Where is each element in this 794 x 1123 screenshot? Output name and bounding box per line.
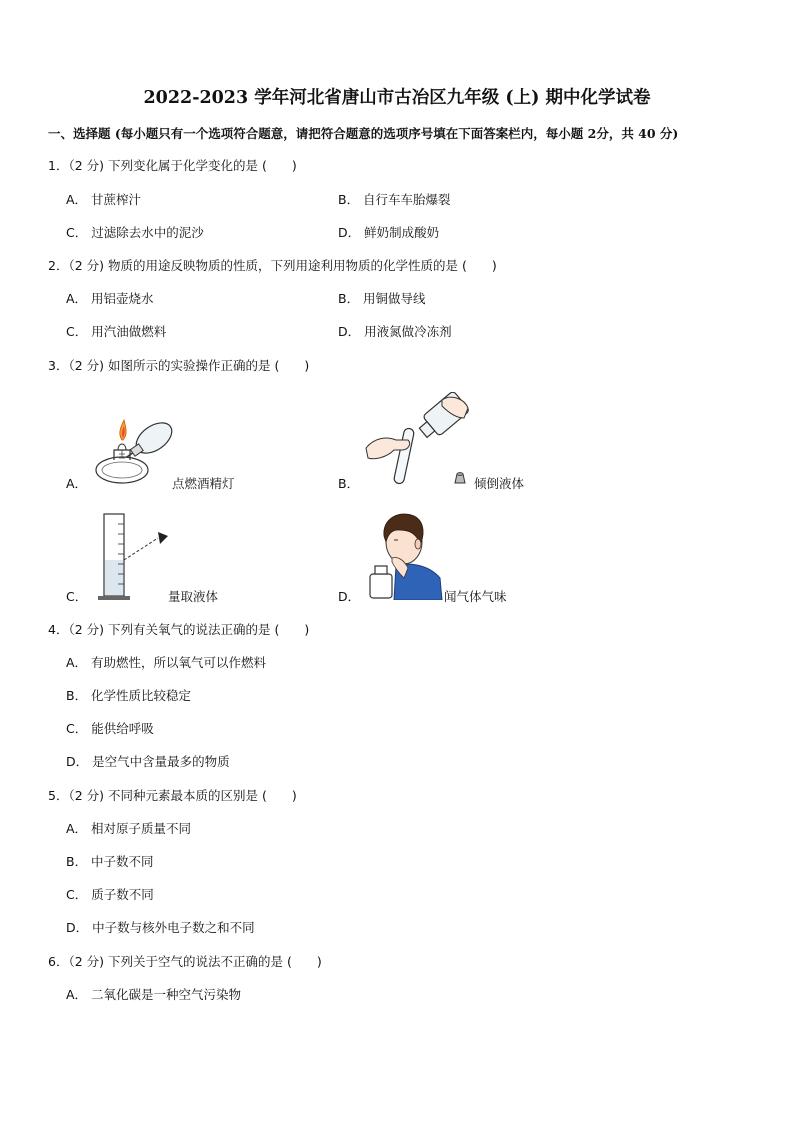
question-4-option-b: B． 化学性质比较稳定 bbox=[66, 688, 192, 703]
question-3-option-d-letter: D． bbox=[338, 589, 361, 604]
question-2-option-c: C． 用汽油做燃料 bbox=[66, 324, 167, 339]
question-3-option-a-text: 点燃酒精灯 bbox=[172, 476, 235, 491]
question-5-stem: 5．（2 分) 不同种元素最本质的区别是 ( ) bbox=[48, 788, 297, 803]
question-5-option-d: D． 中子数与核外电子数之和不同 bbox=[66, 920, 255, 935]
question-2-option-a: A． 用铝壶烧水 bbox=[66, 291, 154, 306]
graduated-cylinder-figure bbox=[94, 510, 174, 602]
question-4-option-d: D． 是空气中含量最多的物质 bbox=[66, 754, 230, 769]
question-3-option-c-letter: C． bbox=[66, 589, 88, 604]
question-2-stem: 2．（2 分) 物质的用途反映物质的性质，下列用途利用物质的化学性质的是 ( ) bbox=[48, 258, 497, 273]
question-3-option-d-text: 闻气体气味 bbox=[444, 589, 507, 604]
question-3-stem: 3．（2 分) 如图所示的实验操作正确的是 ( ) bbox=[48, 358, 310, 373]
alcohol-lamp-figure bbox=[92, 398, 184, 490]
question-1-option-d: D． 鲜奶制成酸奶 bbox=[338, 225, 440, 240]
smelling-gas-figure bbox=[368, 508, 444, 600]
question-2-option-d: D． 用液氮做冷冻剂 bbox=[338, 324, 452, 339]
question-4-option-a: A． 有助燃性，所以氧气可以作燃料 bbox=[66, 655, 267, 670]
question-5-option-c: C． 质子数不同 bbox=[66, 887, 154, 902]
question-3-option-b-text: 倾倒液体 bbox=[474, 476, 525, 491]
question-5-option-a: A． 相对原子质量不同 bbox=[66, 821, 192, 836]
page-title: 2022-2023 学年河北省唐山市古冶区九年级 (上) 期中化学试卷 bbox=[143, 88, 651, 108]
question-1-option-c: C． 过滤除去水中的泥沙 bbox=[66, 225, 204, 240]
question-1-option-a: A． 甘蔗榨汁 bbox=[66, 192, 142, 207]
question-1-stem: 1．（2 分) 下列变化属于化学变化的是 ( ) bbox=[48, 158, 297, 173]
section-heading: 一、选择题 (每小题只有一个选项符合题意，请把符合题意的选项序号填在下面答案栏内，每小题 2分，共 40 分) bbox=[48, 126, 679, 141]
question-1-option-b: B． 自行车车胎爆裂 bbox=[338, 192, 451, 207]
question-6-stem: 6．（2 分) 下列关于空气的说法不正确的是 ( ) bbox=[48, 954, 322, 969]
question-4-option-c: C． 能供给呼吸 bbox=[66, 721, 154, 736]
question-3-option-b-letter: B． bbox=[338, 476, 360, 491]
question-3-option-a-letter: A． bbox=[66, 476, 88, 491]
bottle-stopper-icon bbox=[452, 471, 468, 485]
question-4-stem: 4．（2 分) 下列有关氧气的说法正确的是 ( ) bbox=[48, 622, 310, 637]
question-5-option-b: B． 中子数不同 bbox=[66, 854, 154, 869]
question-2-option-b: B． 用铜做导线 bbox=[338, 291, 426, 306]
question-6-option-a: A． 二氧化碳是一种空气污染物 bbox=[66, 987, 242, 1002]
question-3-option-c-text: 量取液体 bbox=[168, 589, 219, 604]
